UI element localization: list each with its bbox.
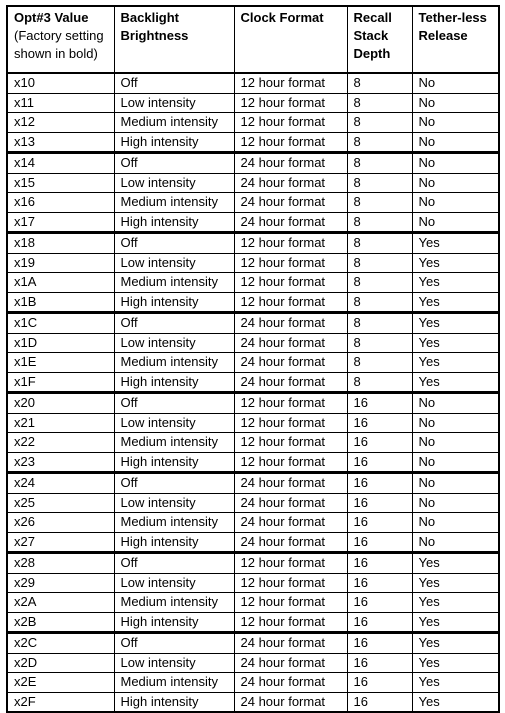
cell-tether: Yes xyxy=(412,313,499,334)
cell-recall: 16 xyxy=(347,553,412,574)
cell-tether: No xyxy=(412,393,499,414)
cell-tether: Yes xyxy=(412,372,499,393)
cell-backlight: Medium intensity xyxy=(114,353,234,373)
cell-tether: Yes xyxy=(412,233,499,254)
table-row xyxy=(7,612,499,633)
header-value-note: (Factory setting shown in bold) xyxy=(14,28,104,61)
table-row xyxy=(7,633,499,654)
cell-clock: 12 hour format xyxy=(234,73,347,93)
cell-recall: 16 xyxy=(347,413,412,433)
cell-backlight: Off xyxy=(114,313,234,334)
cell-value: x24 xyxy=(7,473,114,494)
cell-backlight: Low intensity xyxy=(114,653,234,673)
cell-value: x28 xyxy=(7,553,114,574)
header-backlight: Backlight Brightness xyxy=(114,6,234,73)
cell-tether: No xyxy=(412,73,499,93)
cell-value: x2B xyxy=(7,612,114,633)
cell-value: x2F xyxy=(7,692,114,712)
table-row xyxy=(7,253,499,273)
table-row xyxy=(7,273,499,293)
header-value xyxy=(7,6,114,73)
table-row xyxy=(7,413,499,433)
cell-tether: No xyxy=(412,513,499,533)
cell-clock: 24 hour format xyxy=(234,653,347,673)
cell-value: x10 xyxy=(7,73,114,93)
cell-backlight: Medium intensity xyxy=(114,113,234,133)
cell-value: x29 xyxy=(7,573,114,593)
cell-recall: 8 xyxy=(347,253,412,273)
cell-recall: 16 xyxy=(347,393,412,414)
cell-recall: 8 xyxy=(347,273,412,293)
cell-recall: 16 xyxy=(347,473,412,494)
cell-clock: 24 hour format xyxy=(234,313,347,334)
cell-clock: 24 hour format xyxy=(234,212,347,233)
cell-clock: 24 hour format xyxy=(234,633,347,654)
cell-recall: 8 xyxy=(347,372,412,393)
cell-clock: 12 hour format xyxy=(234,553,347,574)
cell-tether: No xyxy=(412,212,499,233)
cell-backlight: Low intensity xyxy=(114,93,234,113)
cell-clock: 24 hour format xyxy=(234,513,347,533)
table-row xyxy=(7,132,499,153)
cell-backlight: Medium intensity xyxy=(114,513,234,533)
cell-tether: No xyxy=(412,473,499,494)
table-row xyxy=(7,532,499,553)
cell-backlight: High intensity xyxy=(114,452,234,473)
cell-backlight: High intensity xyxy=(114,132,234,153)
table-row xyxy=(7,153,499,174)
table-row xyxy=(7,593,499,613)
cell-tether: Yes xyxy=(412,553,499,574)
table-row xyxy=(7,493,499,513)
header-value-label: Opt#3 Value xyxy=(14,10,89,25)
table-row xyxy=(7,513,499,533)
cell-tether: Yes xyxy=(412,353,499,373)
cell-clock: 12 hour format xyxy=(234,413,347,433)
cell-clock: 12 hour format xyxy=(234,132,347,153)
cell-value: x13 xyxy=(7,132,114,153)
cell-clock: 12 hour format xyxy=(234,612,347,633)
cell-tether: No xyxy=(412,113,499,133)
cell-value: x19 xyxy=(7,253,114,273)
cell-backlight: Off xyxy=(114,473,234,494)
cell-tether: Yes xyxy=(412,692,499,712)
cell-backlight: Medium intensity xyxy=(114,273,234,293)
cell-recall: 16 xyxy=(347,692,412,712)
cell-clock: 24 hour format xyxy=(234,493,347,513)
cell-value: x27 xyxy=(7,532,114,553)
cell-value: x12 xyxy=(7,113,114,133)
cell-backlight: Medium intensity xyxy=(114,593,234,613)
cell-backlight: Low intensity xyxy=(114,413,234,433)
cell-backlight: Off xyxy=(114,233,234,254)
cell-value: x23 xyxy=(7,452,114,473)
cell-backlight: Low intensity xyxy=(114,573,234,593)
cell-value: x1E xyxy=(7,353,114,373)
cell-backlight: High intensity xyxy=(114,692,234,712)
cell-tether: No xyxy=(412,193,499,213)
table-row xyxy=(7,393,499,414)
cell-value: x26 xyxy=(7,513,114,533)
cell-backlight: Off xyxy=(114,633,234,654)
cell-recall: 16 xyxy=(347,532,412,553)
cell-tether: No xyxy=(412,413,499,433)
cell-tether: No xyxy=(412,452,499,473)
cell-value: x17 xyxy=(7,212,114,233)
table-row xyxy=(7,353,499,373)
cell-clock: 12 hour format xyxy=(234,113,347,133)
cell-recall: 8 xyxy=(347,233,412,254)
cell-clock: 24 hour format xyxy=(234,532,347,553)
header-row xyxy=(7,6,499,73)
table-row xyxy=(7,292,499,313)
cell-tether: Yes xyxy=(412,573,499,593)
cell-clock: 12 hour format xyxy=(234,273,347,293)
cell-recall: 16 xyxy=(347,653,412,673)
cell-backlight: Off xyxy=(114,153,234,174)
cell-recall: 8 xyxy=(347,193,412,213)
table-row xyxy=(7,452,499,473)
cell-tether: Yes xyxy=(412,292,499,313)
cell-tether: Yes xyxy=(412,593,499,613)
table-row xyxy=(7,333,499,353)
table-row xyxy=(7,692,499,712)
cell-recall: 16 xyxy=(347,433,412,453)
cell-recall: 8 xyxy=(347,132,412,153)
cell-recall: 16 xyxy=(347,593,412,613)
cell-value: x2D xyxy=(7,653,114,673)
cell-clock: 24 hour format xyxy=(234,193,347,213)
cell-value: x22 xyxy=(7,433,114,453)
cell-backlight: Low intensity xyxy=(114,253,234,273)
cell-recall: 8 xyxy=(347,333,412,353)
cell-tether: Yes xyxy=(412,653,499,673)
cell-backlight: High intensity xyxy=(114,612,234,633)
cell-recall: 8 xyxy=(347,313,412,334)
cell-value: x1F xyxy=(7,372,114,393)
cell-value: x1C xyxy=(7,313,114,334)
cell-backlight: Medium intensity xyxy=(114,193,234,213)
cell-clock: 24 hour format xyxy=(234,372,347,393)
cell-value: x18 xyxy=(7,233,114,254)
table-row xyxy=(7,433,499,453)
cell-value: x1A xyxy=(7,273,114,293)
cell-backlight: Off xyxy=(114,73,234,93)
cell-backlight: Low intensity xyxy=(114,173,234,193)
cell-clock: 12 hour format xyxy=(234,452,347,473)
table-row xyxy=(7,113,499,133)
cell-value: x2A xyxy=(7,593,114,613)
cell-value: x16 xyxy=(7,193,114,213)
cell-clock: 24 hour format xyxy=(234,692,347,712)
cell-clock: 12 hour format xyxy=(234,233,347,254)
cell-recall: 16 xyxy=(347,513,412,533)
cell-clock: 24 hour format xyxy=(234,173,347,193)
cell-clock: 12 hour format xyxy=(234,593,347,613)
cell-clock: 12 hour format xyxy=(234,433,347,453)
cell-recall: 16 xyxy=(347,573,412,593)
cell-recall: 8 xyxy=(347,212,412,233)
cell-tether: No xyxy=(412,532,499,553)
header-recall: Recall Stack Depth xyxy=(347,6,412,73)
cell-clock: 24 hour format xyxy=(234,473,347,494)
cell-tether: No xyxy=(412,153,499,174)
cell-tether: Yes xyxy=(412,333,499,353)
cell-backlight: Medium intensity xyxy=(114,673,234,693)
cell-value: x20 xyxy=(7,393,114,414)
cell-backlight: High intensity xyxy=(114,372,234,393)
cell-tether: No xyxy=(412,433,499,453)
table-row xyxy=(7,233,499,254)
cell-recall: 8 xyxy=(347,292,412,313)
cell-recall: 8 xyxy=(347,73,412,93)
cell-tether: Yes xyxy=(412,273,499,293)
cell-value: x2E xyxy=(7,673,114,693)
table-row xyxy=(7,473,499,494)
cell-recall: 16 xyxy=(347,673,412,693)
table-body xyxy=(7,73,499,712)
cell-tether: No xyxy=(412,132,499,153)
cell-value: x14 xyxy=(7,153,114,174)
cell-backlight: Medium intensity xyxy=(114,433,234,453)
cell-backlight: Low intensity xyxy=(114,493,234,513)
table-row xyxy=(7,653,499,673)
table-row xyxy=(7,673,499,693)
cell-value: x2C xyxy=(7,633,114,654)
cell-value: x1D xyxy=(7,333,114,353)
cell-backlight: High intensity xyxy=(114,292,234,313)
cell-tether: Yes xyxy=(412,633,499,654)
table-row xyxy=(7,553,499,574)
cell-clock: 24 hour format xyxy=(234,353,347,373)
cell-value: x25 xyxy=(7,493,114,513)
table-row xyxy=(7,573,499,593)
cell-tether: Yes xyxy=(412,612,499,633)
options-table xyxy=(6,5,500,713)
table-row xyxy=(7,173,499,193)
table-header xyxy=(7,6,499,73)
cell-backlight: High intensity xyxy=(114,212,234,233)
table-row xyxy=(7,193,499,213)
cell-clock: 12 hour format xyxy=(234,93,347,113)
table-row xyxy=(7,212,499,233)
cell-clock: 12 hour format xyxy=(234,573,347,593)
cell-recall: 8 xyxy=(347,173,412,193)
cell-backlight: Low intensity xyxy=(114,333,234,353)
cell-value: x21 xyxy=(7,413,114,433)
cell-backlight: High intensity xyxy=(114,532,234,553)
cell-recall: 8 xyxy=(347,113,412,133)
cell-clock: 12 hour format xyxy=(234,393,347,414)
cell-backlight: Off xyxy=(114,553,234,574)
cell-recall: 8 xyxy=(347,153,412,174)
cell-backlight: Off xyxy=(114,393,234,414)
cell-clock: 24 hour format xyxy=(234,153,347,174)
table-row xyxy=(7,93,499,113)
cell-recall: 16 xyxy=(347,612,412,633)
cell-tether: No xyxy=(412,493,499,513)
cell-clock: 12 hour format xyxy=(234,292,347,313)
cell-value: x11 xyxy=(7,93,114,113)
cell-recall: 8 xyxy=(347,93,412,113)
header-tether: Tether-less Release xyxy=(412,6,499,73)
cell-recall: 16 xyxy=(347,452,412,473)
cell-value: x15 xyxy=(7,173,114,193)
header-clock: Clock Format xyxy=(234,6,347,73)
cell-tether: No xyxy=(412,173,499,193)
cell-recall: 16 xyxy=(347,493,412,513)
table-row xyxy=(7,372,499,393)
cell-value: x1B xyxy=(7,292,114,313)
cell-tether: Yes xyxy=(412,673,499,693)
cell-clock: 24 hour format xyxy=(234,673,347,693)
cell-clock: 24 hour format xyxy=(234,333,347,353)
cell-tether: No xyxy=(412,93,499,113)
cell-recall: 8 xyxy=(347,353,412,373)
cell-clock: 12 hour format xyxy=(234,253,347,273)
table-row xyxy=(7,313,499,334)
cell-recall: 16 xyxy=(347,633,412,654)
table-row xyxy=(7,73,499,93)
cell-tether: Yes xyxy=(412,253,499,273)
